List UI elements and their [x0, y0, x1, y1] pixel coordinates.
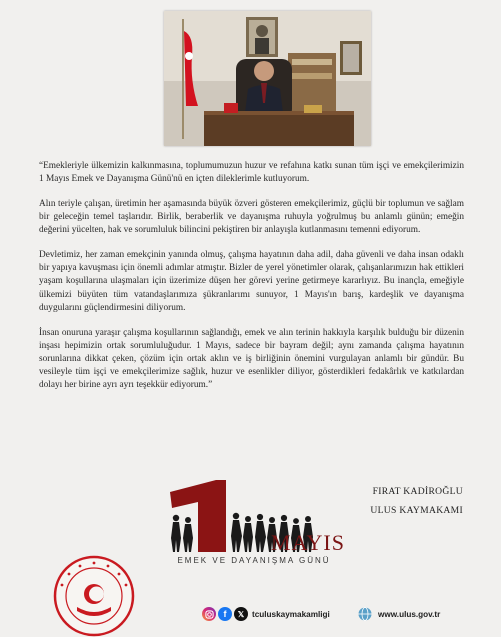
social-media-bar — [202, 606, 330, 622]
governor-photo — [164, 11, 371, 146]
may-day-logo — [158, 478, 350, 566]
paragraph-4: İnsan onuruna yaraşır çalışma koşullarının sağlandığı, emek ve alın terinin hakkıyla karşılık bulduğu bir düzenin inşası hepimizin ortak sorumluluğudur. 1 Mayıs, sadece bir bayram değil; aynı zamanda çalışma hayatının sorunlarına dikkat çeken, çözüm için ortak aklın ve iş birliğinin önemini vurgulayan anlamlı bir gündür. Bu vesileyle tüm işçi ve emekçilerimize sağlık, huzur ve esenlikler diliyor, gösterdikleri fedakârlık ve katkılardan dolayı her birine ayrı ayrı teşekkür ediyorum.” — [39, 327, 464, 391]
paragraph-2: Alın teriyle çalışan, üretimin her aşamasında büyük özveri gösteren emekçilerimiz, güçlü bir toplumun ve sağlam bir geleceğin temel taşlarıdır. Birlik, beraberlik ve dayanışma ruhuyla yoğrulmuş bu anlamlı günün; emeğin değerini yücelten, hak ve sorumluluk bilincini pekiştiren bir anlayışla kutlanmasını temenni ediyorum. — [39, 198, 464, 236]
message-body — [39, 160, 464, 404]
paragraph-1: “Emekleriyle ülkemizin kalkınmasına, toplumumuzun huzur ve refahına katkı sunan tüm işçi ve emekçilerimizin 1 Mayıs Emek ve Dayanışma Günü'nü en içten dileklerimle kutluyorum. — [39, 161, 464, 185]
website-link-group — [358, 606, 440, 622]
facebook-icon[interactable]: f — [218, 607, 232, 621]
paragraph-3: Devletimiz, her zaman emekçinin yanında olmuş, çalışma hayatının daha adil, daha güvenli ve daha insan odaklı bir yapıya kavuşması için önemli adımlar atmıştır. Bizler de yerel yönetimler olarak, çalışanlarımızın hak ettikleri yaşam koşullarına ulaşmaları için üzerimize düşen her görevi yerine getirmeye kararlıyız. Bu inançla, emeğiyle ülkemizi büyüten tüm vatandaşlarımıza şükranlarımı sunuyor, 1 Mayıs'ın barış, kardeşlik ve dayanışma duygularını güçlendirmesini diliyorum. — [39, 250, 464, 313]
logo-subtitle: EMEK VE DAYANIŞMA GÜNÜ — [177, 556, 331, 565]
district-governorship-emblem — [53, 555, 135, 637]
website-link[interactable]: www.ulus.gov.tr — [378, 609, 441, 619]
signature-block — [370, 485, 463, 523]
x-icon[interactable]: 𝕏 — [234, 607, 248, 621]
instagram-icon[interactable] — [202, 607, 216, 621]
signature-name: FIRAT KADİROĞLU — [372, 486, 463, 497]
social-handle[interactable]: tculuskaymakamligi — [252, 609, 330, 619]
logo-word: MAYIS — [271, 530, 345, 555]
globe-icon — [358, 607, 372, 621]
signature-title: ULUS KAYMAKAMI — [370, 505, 463, 516]
